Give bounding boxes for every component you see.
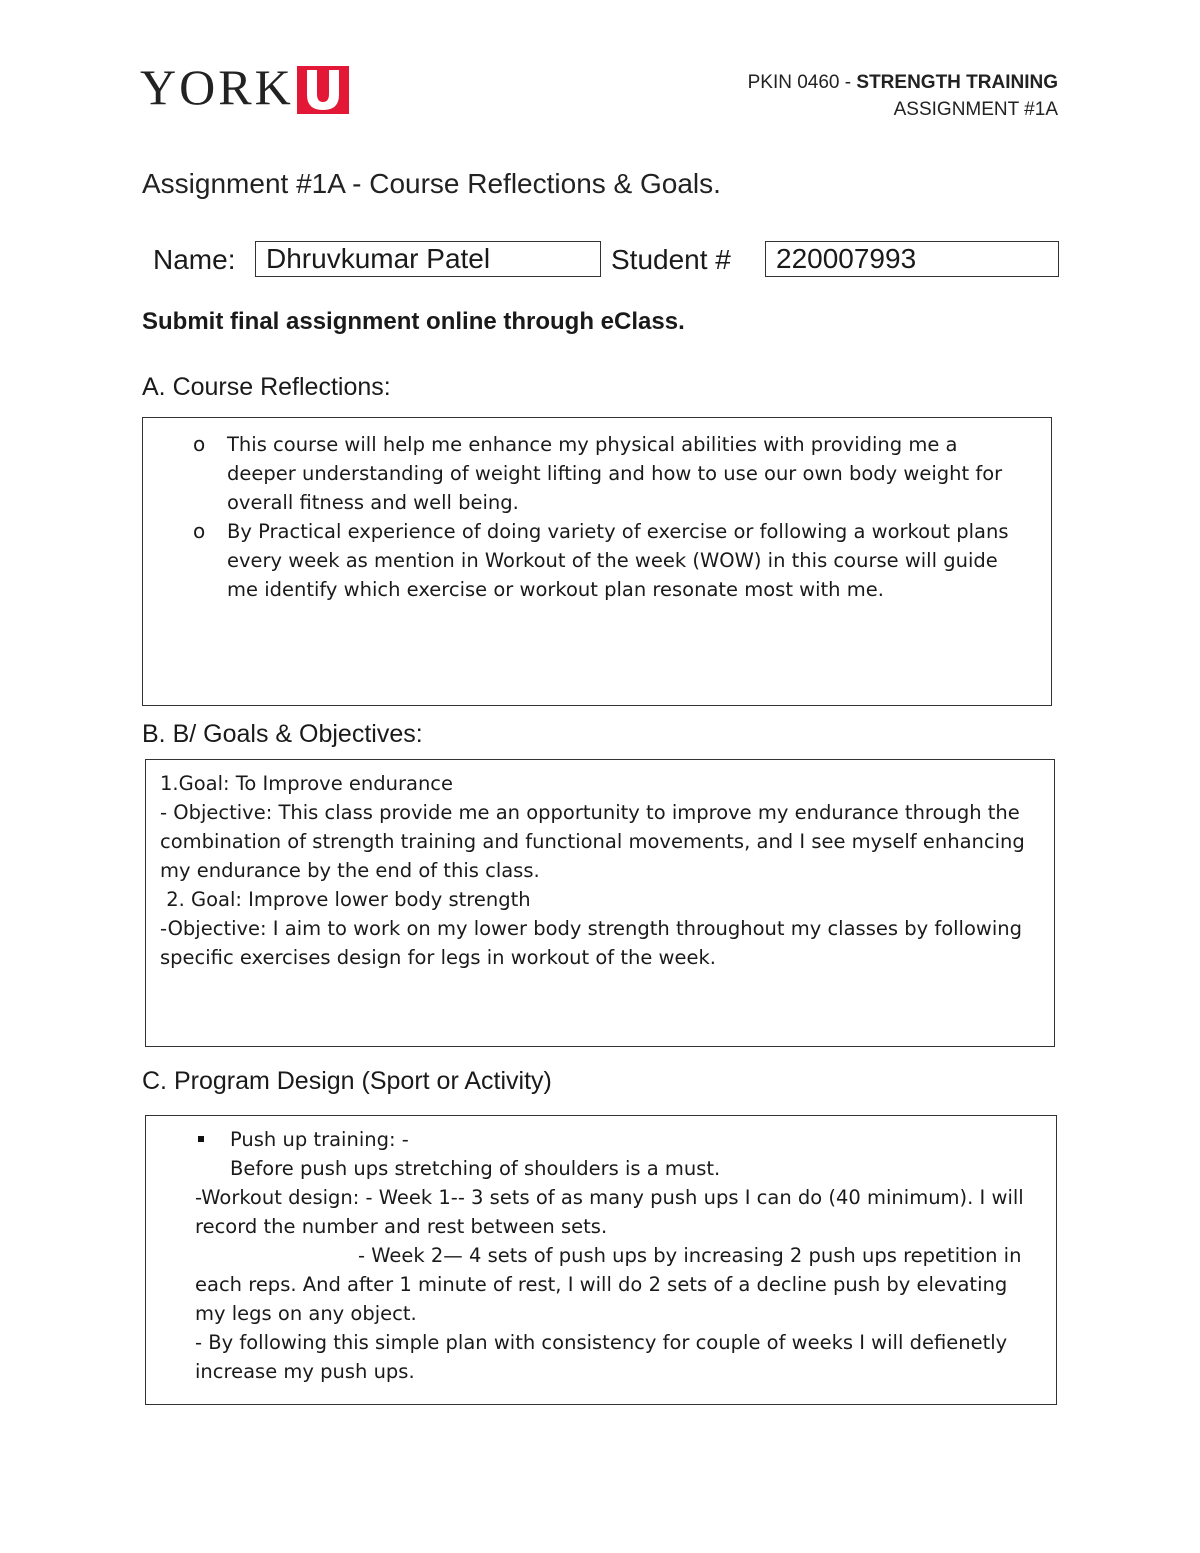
- page-title: Assignment #1A - Course Reflections & Goals.: [142, 168, 721, 199]
- course-header: [748, 69, 1058, 96]
- name-label: Name:: [153, 244, 236, 275]
- closing-note: - By following this simple plan with consistency for couple of weeks I will defienetly increase my push ups.: [195, 1331, 1008, 1383]
- course-reflections-box: [142, 417, 1052, 706]
- section-a-heading: A. Course Reflections:: [142, 373, 391, 401]
- svg-text:U: U: [323, 95, 325, 97]
- program-design-box: [145, 1115, 1057, 1405]
- reflections-list: [143, 418, 1051, 604]
- student-number-field[interactable]: 220007993: [765, 241, 1059, 277]
- objective-1: - Objective: This class provide me an opportunity to improve my endurance through the combination of strength training and functional movements, and I see myself enhancing my endurance by the end of this class.: [160, 801, 1025, 882]
- course-name: STRENGTH TRAINING: [856, 72, 1058, 93]
- circle-bullet-icon: o: [193, 432, 206, 456]
- york-logo-wordmark: YORK: [140, 59, 294, 115]
- section-c-heading: C. Program Design (Sport or Activity): [142, 1067, 552, 1095]
- section-b-heading: B. B/ Goals & Objectives:: [142, 720, 423, 748]
- goals-objectives-box: [145, 759, 1055, 1047]
- york-u-logo-icon: [297, 66, 349, 114]
- list-item: o This course will help me enhance my physical abilities with providing me a deeper understanding of weight lifting and how to use our own body weight for overall fitness and well being.: [193, 432, 1003, 514]
- assignment-label: ASSIGNMENT #1A: [893, 99, 1058, 120]
- course-code: PKIN 0460 -: [747, 72, 857, 93]
- list-item: Push up training: -: [195, 1125, 1036, 1154]
- square-bullet-icon: [198, 1136, 204, 1142]
- stretch-note: Before push ups stretching of shoulders is a must.: [230, 1157, 721, 1180]
- goal-1: 1.Goal: To Improve endurance: [160, 772, 454, 795]
- week-2-plan: - Week 2— 4 sets of push ups by increasing 2 push ups repetition in: [358, 1244, 1022, 1267]
- objective-2: -Objective: I aim to work on my lower body strength throughout my classes by following specific exercises design for legs in workout of the week.: [160, 917, 1022, 969]
- list-item: o By Practical experience of doing variety of exercise or following a workout plans every week as mention in Workout of the week (WOW) in this course will guide me identify which exercise or workout plan resonate most with me.: [193, 519, 1009, 601]
- circle-bullet-icon: o: [193, 519, 206, 543]
- student-number-label: Student #: [611, 244, 731, 275]
- week-2-plan-cont: each reps. And after 1 minute of rest, I will do 2 sets of a decline push by elevating my legs on any object.: [195, 1273, 1008, 1325]
- name-field[interactable]: Dhruvkumar Patel: [255, 241, 601, 277]
- goal-2: 2. Goal: Improve lower body strength: [160, 888, 531, 911]
- week-1-plan: -Workout design: - Week 1-- 3 sets of as many push ups I can do (40 minimum). I will record the number and rest between sets.: [195, 1186, 1024, 1238]
- submit-instruction: Submit final assignment online through eClass.: [142, 308, 685, 335]
